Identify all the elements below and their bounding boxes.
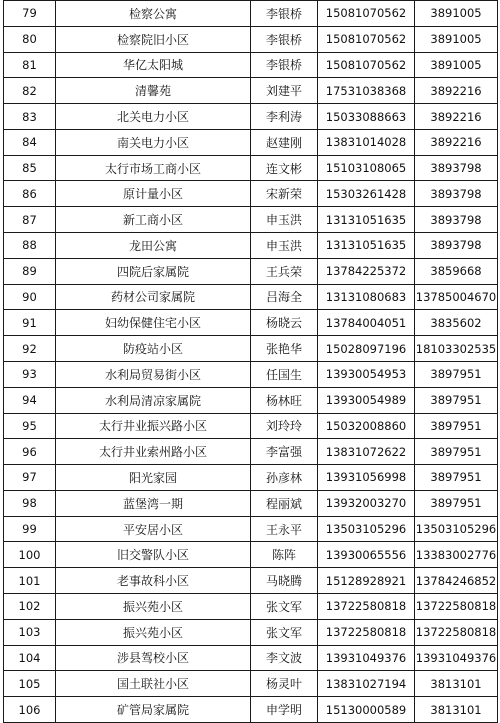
mobile-number-cell: 15028097196 xyxy=(318,336,415,362)
table-row xyxy=(4,593,498,619)
mobile-number-cell: 15128928921 xyxy=(318,568,415,594)
contact-person-cell: 刘建平 xyxy=(251,78,318,104)
mobile-number-cell: 15033088663 xyxy=(318,104,415,130)
row-number-cell: 97 xyxy=(4,465,56,491)
contact-person-cell: 吕海全 xyxy=(251,284,318,310)
row-number-cell: 86 xyxy=(4,181,56,207)
table-row xyxy=(4,465,498,491)
table-row xyxy=(4,310,498,336)
table-row xyxy=(4,336,498,362)
table-row xyxy=(4,284,498,310)
contact-table-body xyxy=(4,1,498,723)
phone-number-cell: 13785004670 xyxy=(415,284,498,310)
community-name-cell: 华亿太阳城 xyxy=(56,52,251,78)
contact-person-cell: 李富强 xyxy=(251,439,318,465)
phone-number-cell: 13503105296 xyxy=(415,516,498,542)
contact-person-cell: 赵建刚 xyxy=(251,129,318,155)
community-name-cell: 南关电力小区 xyxy=(56,129,251,155)
phone-number-cell: 3891005 xyxy=(415,1,498,27)
mobile-number-cell: 13930054953 xyxy=(318,361,415,387)
community-name-cell: 蓝堡湾一期 xyxy=(56,490,251,516)
contact-person-cell: 孙彦林 xyxy=(251,465,318,491)
mobile-number-cell: 13931049376 xyxy=(318,645,415,671)
row-number-cell: 89 xyxy=(4,258,56,284)
row-number-cell: 99 xyxy=(4,516,56,542)
mobile-number-cell: 13503105296 xyxy=(318,516,415,542)
table-row xyxy=(4,413,498,439)
community-name-cell: 药材公司家属院 xyxy=(56,284,251,310)
community-name-cell: 老事故科小区 xyxy=(56,568,251,594)
contact-person-cell: 杨林旺 xyxy=(251,387,318,413)
mobile-number-cell: 15081070562 xyxy=(318,1,415,27)
contact-person-cell: 申玉洪 xyxy=(251,233,318,259)
mobile-number-cell: 13831027194 xyxy=(318,671,415,697)
contact-person-cell: 申学明 xyxy=(251,697,318,723)
mobile-number-cell: 17531038368 xyxy=(318,78,415,104)
row-number-cell: 92 xyxy=(4,336,56,362)
table-row xyxy=(4,207,498,233)
mobile-number-cell: 13930054989 xyxy=(318,387,415,413)
row-number-cell: 93 xyxy=(4,361,56,387)
row-number-cell: 88 xyxy=(4,233,56,259)
mobile-number-cell: 15130000589 xyxy=(318,697,415,723)
table-row xyxy=(4,490,498,516)
row-number-cell: 100 xyxy=(4,542,56,568)
community-name-cell: 北关电力小区 xyxy=(56,104,251,130)
mobile-number-cell: 13131051635 xyxy=(318,233,415,259)
phone-number-cell: 3893798 xyxy=(415,181,498,207)
community-name-cell: 涉县驾校小区 xyxy=(56,645,251,671)
row-number-cell: 104 xyxy=(4,645,56,671)
mobile-number-cell: 13131080683 xyxy=(318,284,415,310)
phone-number-cell: 3891005 xyxy=(415,52,498,78)
phone-number-cell: 13722580818 xyxy=(415,619,498,645)
phone-number-cell: 3893798 xyxy=(415,155,498,181)
row-number-cell: 79 xyxy=(4,1,56,27)
community-name-cell: 太行井业振兴路小区 xyxy=(56,413,251,439)
phone-number-cell: 3897951 xyxy=(415,413,498,439)
phone-number-cell: 3891005 xyxy=(415,26,498,52)
row-number-cell: 98 xyxy=(4,490,56,516)
row-number-cell: 84 xyxy=(4,129,56,155)
community-name-cell: 阳光家园 xyxy=(56,465,251,491)
row-number-cell: 106 xyxy=(4,697,56,723)
table-row xyxy=(4,516,498,542)
mobile-number-cell: 13930065556 xyxy=(318,542,415,568)
phone-number-cell: 13383002776 xyxy=(415,542,498,568)
row-number-cell: 90 xyxy=(4,284,56,310)
table-row xyxy=(4,542,498,568)
table-row xyxy=(4,439,498,465)
mobile-number-cell: 13831072622 xyxy=(318,439,415,465)
table-row xyxy=(4,619,498,645)
row-number-cell: 101 xyxy=(4,568,56,594)
community-name-cell: 水利局清凉家属院 xyxy=(56,387,251,413)
contact-person-cell: 张艳华 xyxy=(251,336,318,362)
contact-person-cell: 申玉洪 xyxy=(251,207,318,233)
phone-number-cell: 3893798 xyxy=(415,207,498,233)
phone-number-cell: 3892216 xyxy=(415,104,498,130)
community-name-cell: 四院后家属院 xyxy=(56,258,251,284)
mobile-number-cell: 13932003270 xyxy=(318,490,415,516)
community-name-cell: 检察公寓 xyxy=(56,1,251,27)
community-name-cell: 矿管局家属院 xyxy=(56,697,251,723)
contact-person-cell: 王永平 xyxy=(251,516,318,542)
community-name-cell: 旧交警队小区 xyxy=(56,542,251,568)
community-name-cell: 新工商小区 xyxy=(56,207,251,233)
table-row xyxy=(4,568,498,594)
row-number-cell: 87 xyxy=(4,207,56,233)
phone-number-cell: 3892216 xyxy=(415,129,498,155)
phone-number-cell: 3859668 xyxy=(415,258,498,284)
table-row xyxy=(4,104,498,130)
contact-person-cell: 刘玲玲 xyxy=(251,413,318,439)
phone-number-cell: 13722580818 xyxy=(415,593,498,619)
contact-person-cell: 张文军 xyxy=(251,619,318,645)
row-number-cell: 95 xyxy=(4,413,56,439)
table-row xyxy=(4,1,498,27)
row-number-cell: 82 xyxy=(4,78,56,104)
table-row xyxy=(4,361,498,387)
mobile-number-cell: 13831014028 xyxy=(318,129,415,155)
phone-number-cell: 3813101 xyxy=(415,697,498,723)
mobile-number-cell: 15103108065 xyxy=(318,155,415,181)
phone-number-cell: 3897951 xyxy=(415,361,498,387)
contact-person-cell: 杨晓云 xyxy=(251,310,318,336)
community-name-cell: 振兴苑小区 xyxy=(56,593,251,619)
community-name-cell: 太行井业索州路小区 xyxy=(56,439,251,465)
table-row xyxy=(4,258,498,284)
contact-person-cell: 张文军 xyxy=(251,593,318,619)
contact-person-cell: 李文波 xyxy=(251,645,318,671)
table-row xyxy=(4,697,498,723)
mobile-number-cell: 13784225372 xyxy=(318,258,415,284)
mobile-number-cell: 13784004051 xyxy=(318,310,415,336)
row-number-cell: 96 xyxy=(4,439,56,465)
mobile-number-cell: 13722580818 xyxy=(318,593,415,619)
mobile-number-cell: 13131051635 xyxy=(318,207,415,233)
contact-person-cell: 杨灵叶 xyxy=(251,671,318,697)
phone-number-cell: 3813101 xyxy=(415,671,498,697)
table-row xyxy=(4,129,498,155)
table-row xyxy=(4,387,498,413)
table-row xyxy=(4,52,498,78)
community-name-cell: 平安居小区 xyxy=(56,516,251,542)
community-name-cell: 水利局贸易街小区 xyxy=(56,361,251,387)
mobile-number-cell: 13722580818 xyxy=(318,619,415,645)
contact-person-cell: 李银桥 xyxy=(251,52,318,78)
row-number-cell: 103 xyxy=(4,619,56,645)
contact-person-cell: 李银桥 xyxy=(251,26,318,52)
community-name-cell: 检察院旧小区 xyxy=(56,26,251,52)
row-number-cell: 105 xyxy=(4,671,56,697)
contact-person-cell: 程丽斌 xyxy=(251,490,318,516)
table-row xyxy=(4,233,498,259)
phone-number-cell: 3897951 xyxy=(415,465,498,491)
row-number-cell: 94 xyxy=(4,387,56,413)
mobile-number-cell: 15081070562 xyxy=(318,26,415,52)
table-row xyxy=(4,78,498,104)
table-row xyxy=(4,155,498,181)
phone-number-cell: 18103302535 xyxy=(415,336,498,362)
phone-number-cell: 3893798 xyxy=(415,233,498,259)
contact-person-cell: 马晓腾 xyxy=(251,568,318,594)
phone-number-cell: 3897951 xyxy=(415,490,498,516)
community-name-cell: 防疫站小区 xyxy=(56,336,251,362)
row-number-cell: 83 xyxy=(4,104,56,130)
phone-number-cell: 3897951 xyxy=(415,439,498,465)
community-name-cell: 清馨苑 xyxy=(56,78,251,104)
community-name-cell: 龙田公寓 xyxy=(56,233,251,259)
phone-number-cell: 13784246852 xyxy=(415,568,498,594)
contact-person-cell: 宋新荣 xyxy=(251,181,318,207)
row-number-cell: 91 xyxy=(4,310,56,336)
contact-person-cell: 陈阵 xyxy=(251,542,318,568)
table-row xyxy=(4,26,498,52)
row-number-cell: 80 xyxy=(4,26,56,52)
table-row xyxy=(4,671,498,697)
community-name-cell: 原计量小区 xyxy=(56,181,251,207)
contact-table xyxy=(3,0,498,723)
contact-person-cell: 任国生 xyxy=(251,361,318,387)
mobile-number-cell: 15081070562 xyxy=(318,52,415,78)
phone-number-cell: 3892216 xyxy=(415,78,498,104)
mobile-number-cell: 15032008860 xyxy=(318,413,415,439)
phone-number-cell: 3835602 xyxy=(415,310,498,336)
row-number-cell: 81 xyxy=(4,52,56,78)
table-row xyxy=(4,181,498,207)
community-name-cell: 国土联社小区 xyxy=(56,671,251,697)
row-number-cell: 85 xyxy=(4,155,56,181)
contact-person-cell: 李利涛 xyxy=(251,104,318,130)
phone-number-cell: 3897951 xyxy=(415,387,498,413)
row-number-cell: 102 xyxy=(4,593,56,619)
mobile-number-cell: 15303261428 xyxy=(318,181,415,207)
contact-person-cell: 王兵荣 xyxy=(251,258,318,284)
community-name-cell: 太行市场工商小区 xyxy=(56,155,251,181)
mobile-number-cell: 13931056998 xyxy=(318,465,415,491)
community-name-cell: 妇幼保健住宅小区 xyxy=(56,310,251,336)
contact-person-cell: 连文彬 xyxy=(251,155,318,181)
community-name-cell: 振兴苑小区 xyxy=(56,619,251,645)
contact-person-cell: 李银桥 xyxy=(251,1,318,27)
phone-number-cell: 13931049376 xyxy=(415,645,498,671)
table-row xyxy=(4,645,498,671)
